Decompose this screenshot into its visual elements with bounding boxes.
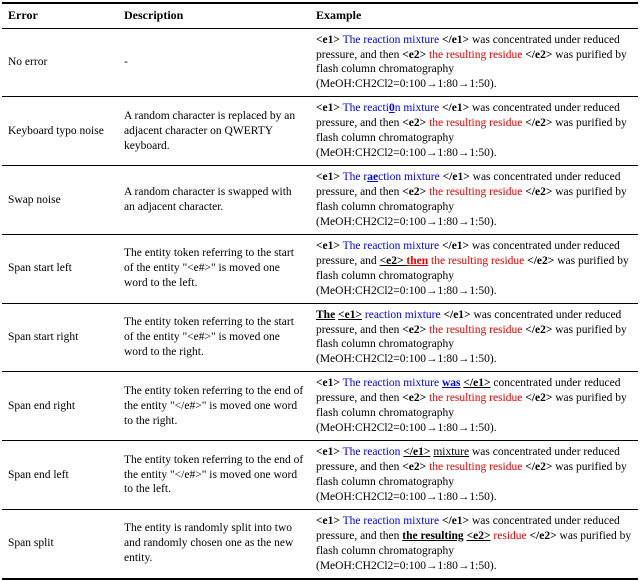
example-segment: the resulting residue — [426, 48, 526, 61]
example-segment: was — [441, 377, 461, 390]
error-cell: Span start right — [2, 303, 118, 372]
example-cell — [310, 166, 638, 235]
example-segment: The — [316, 308, 336, 321]
example-segment: </e1> — [441, 102, 470, 115]
example-segment: The reaction mixture — [339, 377, 442, 390]
example-segment: <e1> — [316, 171, 340, 184]
table-row — [2, 303, 638, 372]
example-segment: </e2> — [527, 254, 555, 267]
example-segment: <e2> — [402, 392, 427, 405]
error-cell: Span split — [2, 509, 118, 578]
example-segment: <e2> — [402, 461, 427, 474]
table-row — [2, 234, 638, 303]
example-segment: reaction mixture — [362, 308, 444, 321]
example-segment: The reaction — [339, 446, 404, 459]
example-segment: n mixture — [394, 102, 442, 115]
example-segment: The reaction mixture — [339, 514, 442, 527]
example-segment: <e1> — [338, 308, 363, 321]
table-row — [2, 28, 638, 97]
example-segment: <e1> — [316, 446, 340, 459]
column-header-description: Description — [118, 3, 310, 28]
example-segment: was purified by flash column chromatography (MeOH:CH2Cl2=0:100→1:80→1:50). — [316, 48, 627, 91]
example-segment: was concentrated under reduced pressure, and then — [316, 308, 622, 336]
example-cell — [310, 441, 638, 510]
table-body — [2, 28, 638, 579]
example-segment: <e2> — [379, 254, 407, 267]
column-header-example: Example — [310, 3, 638, 28]
error-cell: No error — [8, 56, 48, 68]
example-segment: </e1> — [442, 171, 470, 184]
example-segment: was concentrated under reduced pressure, and then — [316, 33, 620, 61]
example-segment: the resulting residue — [426, 117, 526, 130]
example-segment: The reaction mixture — [339, 33, 442, 46]
table-header — [2, 3, 638, 28]
example-segment: the resulting residue — [426, 323, 526, 336]
description-cell: The entity token referring to the end of the entity "</e#>" is moved one word to the left. — [118, 441, 310, 510]
description-cell: - — [124, 56, 128, 68]
table-row — [2, 166, 638, 235]
example-segment: residue — [490, 529, 530, 542]
table-row — [2, 97, 638, 166]
example-segment: The reaction mixture — [339, 239, 442, 252]
example-segment: ae — [367, 171, 379, 184]
table-row — [2, 509, 638, 578]
example-cell — [310, 234, 638, 303]
error-cell: Span end right — [2, 372, 118, 441]
description-cell: The entity token referring to the end of the entity "</e#>" is moved one word to the right. — [118, 372, 310, 441]
example-segment: </e1> — [443, 308, 471, 321]
example-segment: </e2> — [525, 392, 553, 405]
example-segment: </e1> — [441, 514, 470, 527]
example-segment: was purified by flash column chromatography (MeOH:CH2Cl2=0:100→1:80→1:50). — [316, 461, 627, 503]
example-segment: </e1> — [441, 33, 470, 46]
example-segment: </e1> — [441, 239, 470, 252]
table-row — [2, 441, 638, 510]
example-segment: the resulting residue — [426, 186, 526, 199]
error-cell: Swap noise — [2, 166, 118, 235]
description-cell: The entity token referring to the start of the entity "<e#>" is moved one word to the right. — [118, 303, 310, 372]
error-cell: Span end left — [2, 441, 118, 510]
example-segment: <e2> — [402, 186, 427, 199]
example-segment: the resulting — [402, 529, 464, 542]
example-segment: </e2> — [525, 186, 553, 199]
example-segment: The reacti — [339, 102, 389, 115]
example-segment: the resulting residue — [428, 254, 528, 267]
example-segment: was purified by flash column chromatography (MeOH:CH2Cl2=0:100→1:80→1:50). — [316, 392, 627, 435]
example-cell — [310, 28, 638, 97]
example-segment: was purified by flash column chromatography (MeOH:CH2Cl2=0:100→1:80→1:50). — [316, 117, 627, 160]
description-cell: The entity token referring to the start of the entity "<e#>" is moved one word to the left. — [118, 234, 310, 303]
example-segment: <e2> — [466, 529, 491, 542]
example-segment: ction mixture — [378, 171, 443, 184]
example-segment: the resulting residue — [426, 461, 526, 474]
example-cell — [310, 97, 638, 166]
table-row — [2, 372, 638, 441]
example-segment: <e1> — [316, 33, 340, 46]
error-types-table — [2, 2, 638, 580]
example-segment: <e1> — [316, 239, 340, 252]
example-segment: </e1> — [403, 446, 431, 459]
header-row — [2, 3, 638, 28]
example-segment: was purified by flash column chromatography (MeOH:CH2Cl2=0:100→1:80→1:50). — [316, 186, 627, 228]
error-cell: Keyboard typo noise — [2, 97, 118, 166]
example-segment: mixture — [433, 446, 470, 459]
example-segment: was purified by flash column chromatography (MeOH:CH2Cl2=0:100→1:80→1:50). — [316, 529, 632, 572]
example-segment: </e1> — [463, 377, 491, 390]
example-segment: </e2> — [525, 117, 553, 130]
example-cell — [310, 509, 638, 578]
example-cell — [310, 303, 638, 372]
example-segment: was purified by flash column chromatography (MeOH:CH2Cl2=0:100→1:80→1:50). — [316, 254, 629, 297]
example-segment: was purified by flash column chromatography (MeOH:CH2Cl2=0:100→1:80→1:50). — [316, 323, 627, 366]
example-segment: </e2> — [529, 529, 557, 542]
example-segment: was concentrated under reduced pressure, and — [316, 239, 620, 267]
example-segment: was concentrated under reduced pressure, and then — [316, 102, 620, 130]
column-header-error: Error — [2, 3, 118, 28]
example-cell — [310, 372, 638, 441]
example-segment: 0 — [388, 102, 395, 115]
description-cell: A random character is swapped with an adjacent character. — [118, 166, 310, 235]
example-segment: <e1> — [316, 102, 340, 115]
example-segment: <e2> — [402, 117, 427, 130]
example-segment: <e2> — [402, 48, 427, 61]
description-cell: A random character is replaced by an adjacent character on QWERTY keyboard. — [118, 97, 310, 166]
example-segment: <e1> — [316, 514, 340, 527]
error-cell: Span start left — [2, 234, 118, 303]
example-segment: concentrated under reduced pressure, and then — [316, 377, 621, 405]
example-segment: </e2> — [525, 461, 553, 474]
example-segment: </e2> — [525, 323, 553, 336]
example-segment: </e2> — [525, 48, 553, 61]
example-segment: was concentrated under reduced pressure, and then — [316, 514, 620, 542]
description-cell: The entity is randomly split into two and randomly chosen one as the new entity. — [118, 509, 310, 578]
example-segment: the resulting residue — [426, 392, 526, 405]
example-segment: was concentrated under reduced pressure, and then — [316, 446, 620, 474]
example-segment: <e1> — [316, 377, 340, 390]
example-segment: <e2> — [402, 323, 427, 336]
example-segment: then — [406, 254, 429, 267]
example-segment: The r — [339, 171, 368, 184]
example-segment: was concentrated under reduced pressure, and then — [316, 171, 621, 199]
